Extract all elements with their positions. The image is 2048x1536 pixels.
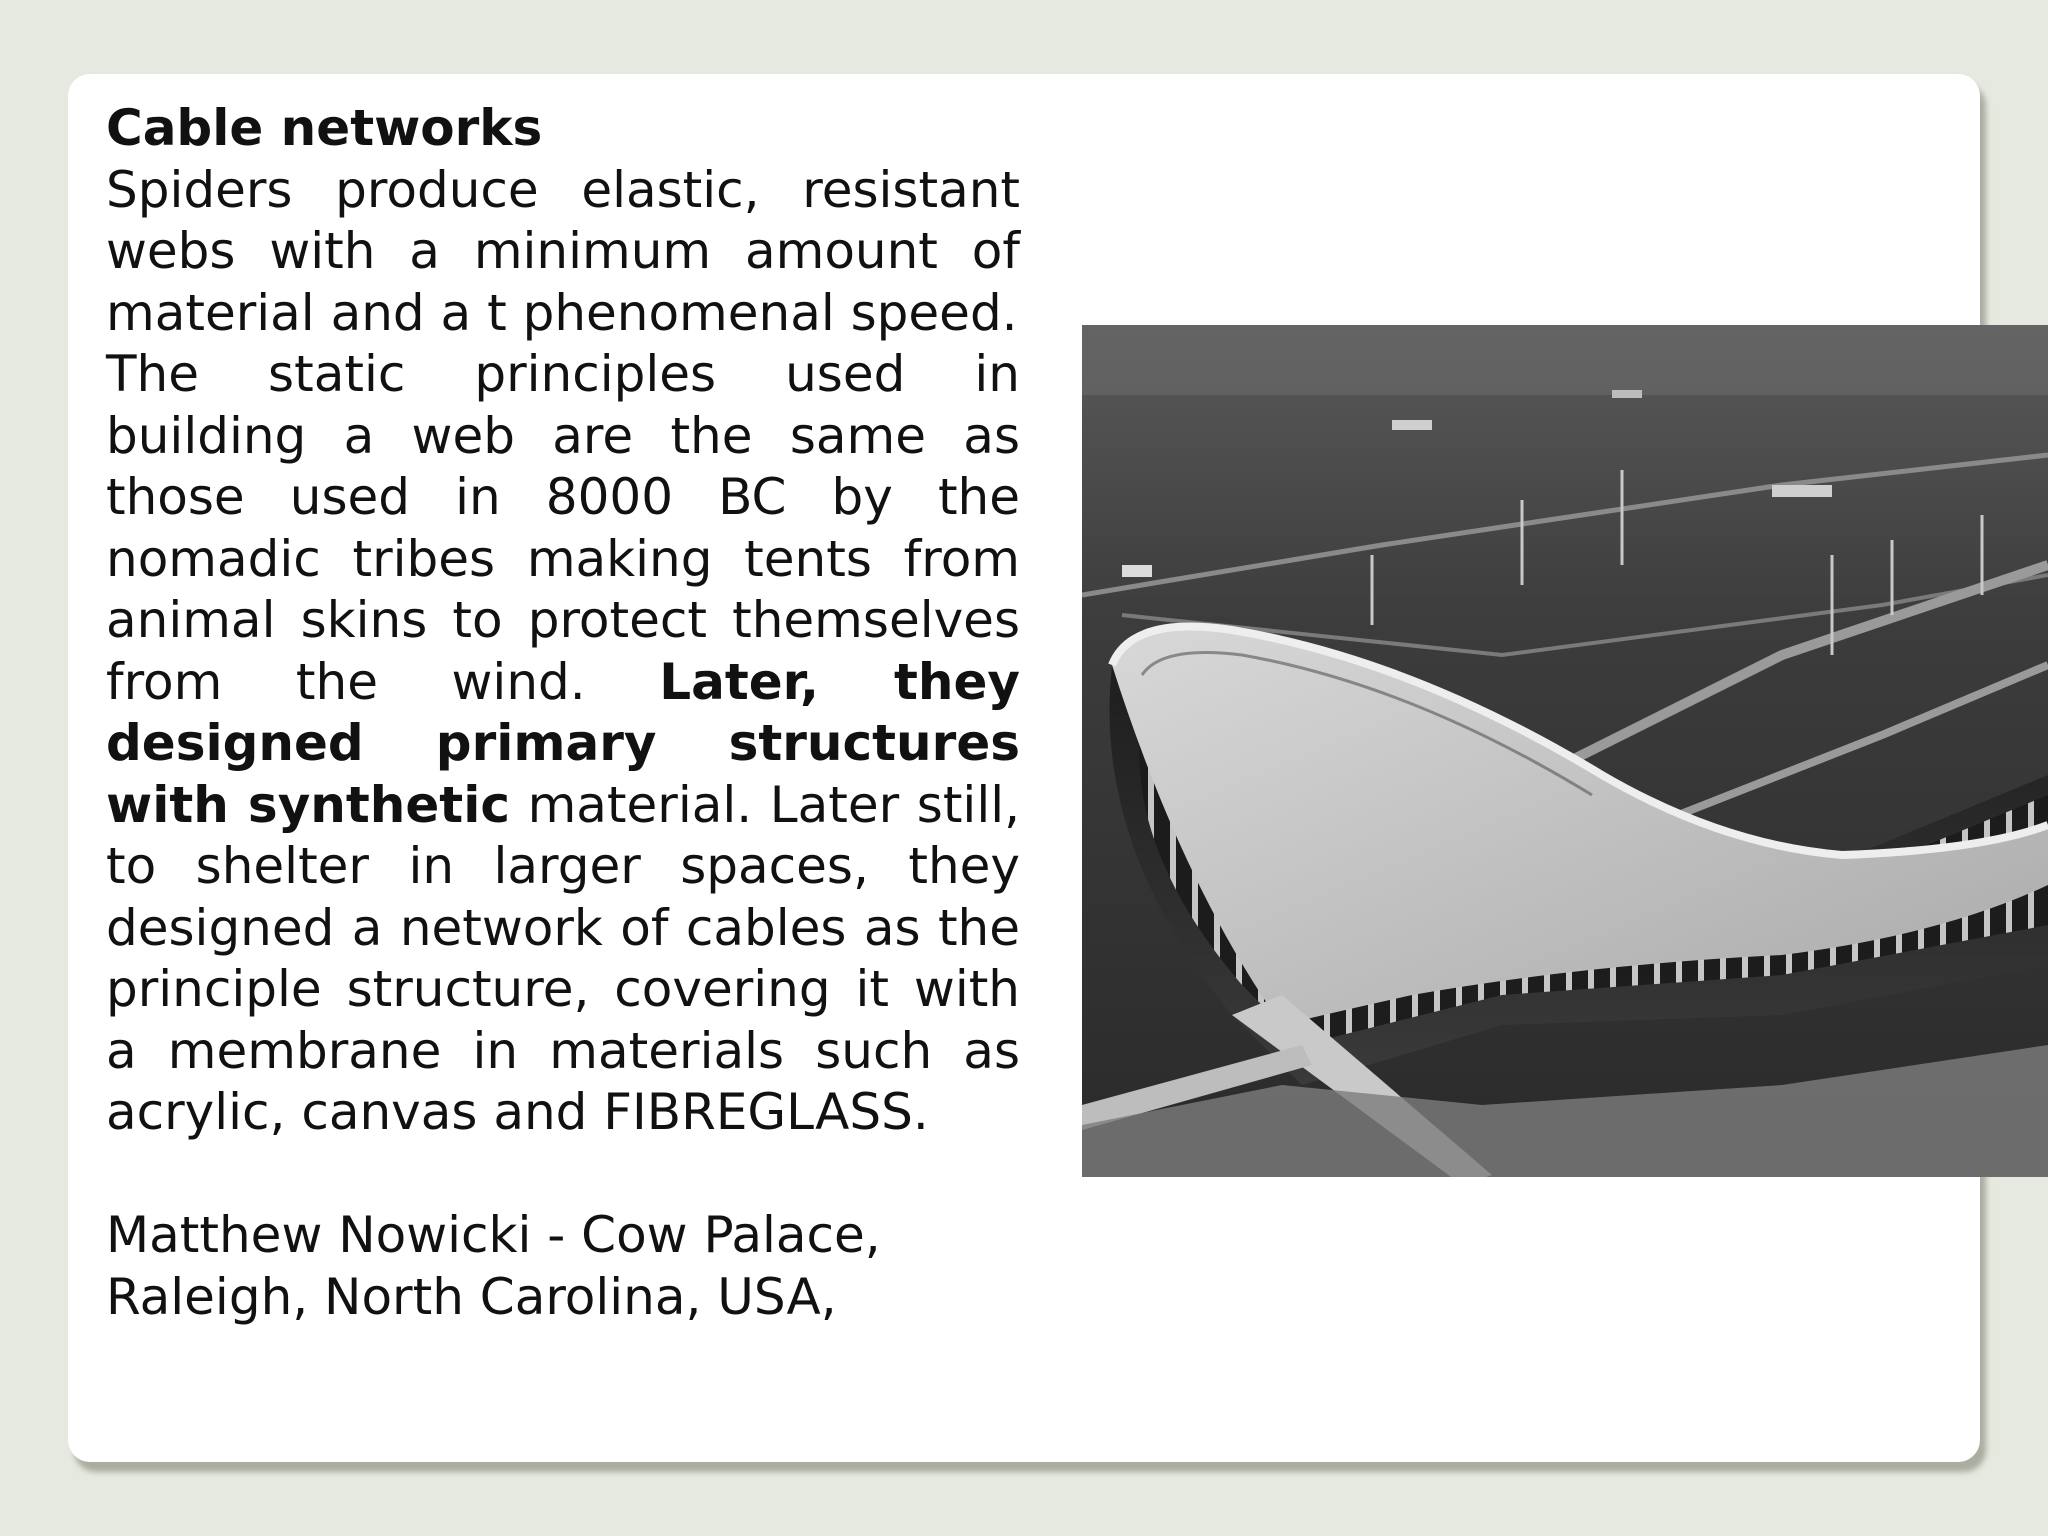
intro-paragraph: Spiders produce elastic, resistant webs with a minimum amount of material and a t phenomenal speed. [106, 160, 1020, 342]
body-text-bold: Later, they designed primary structures with synthetic [106, 652, 1021, 834]
cow-palace-photo [1082, 325, 2048, 1177]
spacer [106, 1144, 1020, 1206]
caption-line1: Matthew Nowicki - Cow Palace, [106, 1206, 881, 1264]
caption-line2: Raleigh, North Carolina, USA, [106, 1267, 837, 1326]
body-text-part2: material. Later still, to shelter in larger spaces, they designed a network of cables as the principle structure, covering it with a membrane in materials such as acrylic, canvas and FIBREGLASS. [106, 775, 1020, 1141]
slide-title: Cable networks [106, 99, 543, 157]
text-block [106, 98, 1020, 1328]
body-text-part1: The static principles used in building a web are the same as those used in 8000 BC by the nomadic tribes making tents from animal skins to protect themselves from the wind. [106, 345, 1020, 711]
body-paragraph [106, 344, 1020, 1144]
caption-paragraph [106, 1205, 1020, 1328]
arena-aerial-image [1082, 325, 2048, 1177]
